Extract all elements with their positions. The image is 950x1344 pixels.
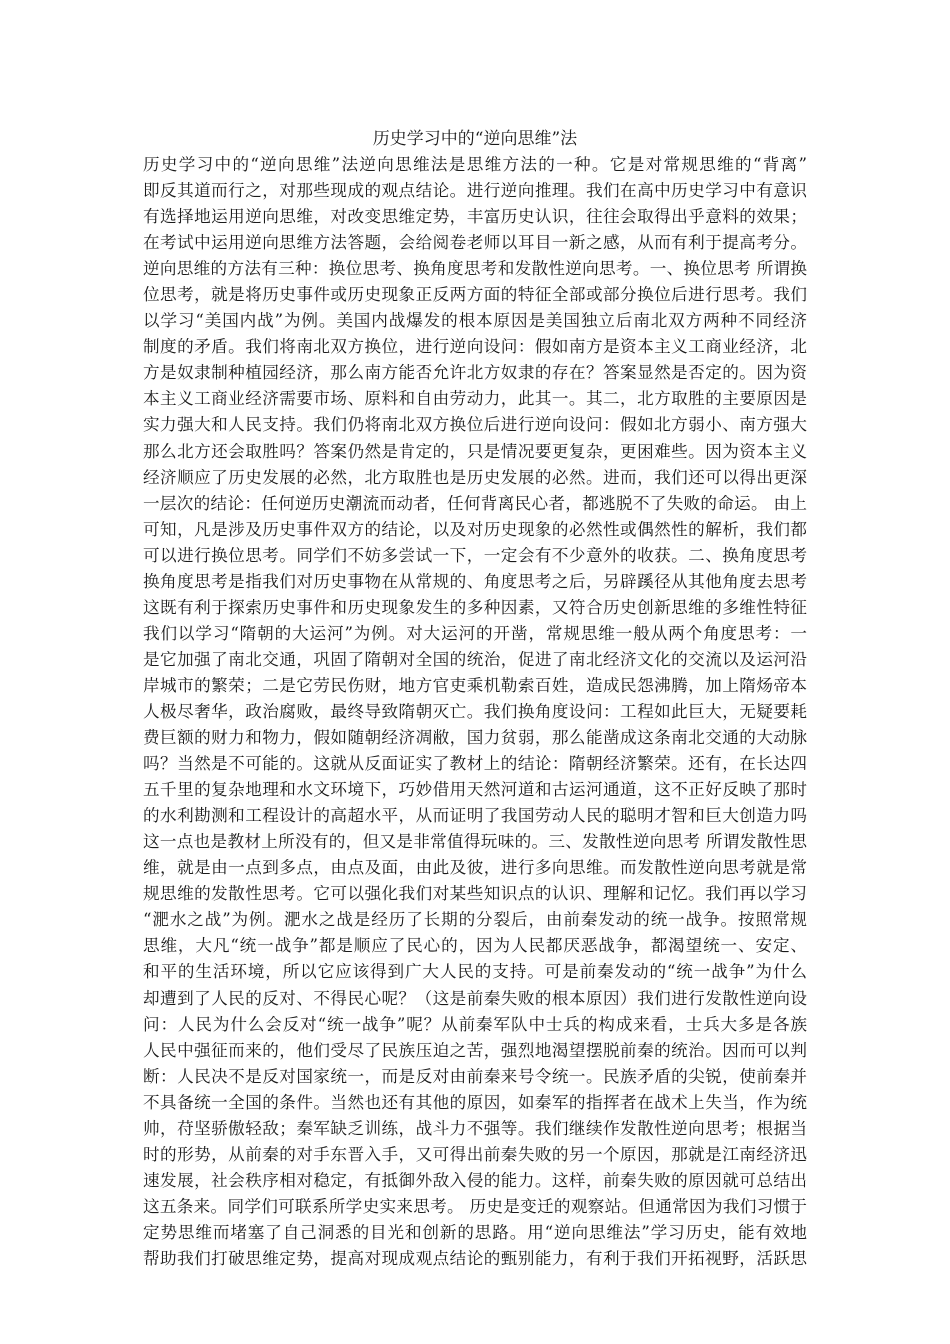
body-text-line: 逆向思维的方法有三种：换位思考、换角度思考和发散性逆向思考。一、换位思考 所谓换 <box>143 259 807 279</box>
body-text-line: 可以进行换位思考。同学们不妨多尝试一下，一定会有不少意外的收获。二、换角度思考 <box>143 545 807 565</box>
body-text-line: 却遭到了人民的反对、不得民心呢？（这是前秦失败的根本原因）我们进行发散性逆向设 <box>143 988 807 1008</box>
body-text-line: 是它加强了南北交通，巩固了隋朝对全国的统治，促进了南北经济文化的交流以及运河沿 <box>143 649 807 669</box>
body-text-line: 以学习“美国内战”为例。美国内战爆发的根本原因是美国独立后南北双方两种不同经济 <box>143 311 807 331</box>
body-text-line: 吗？当然是不可能的。这就从反面证实了教材上的结论：隋朝经济繁荣。还有，在长达四 <box>143 754 807 774</box>
body-text-line: 思维，大凡“统一战争”都是顺应了民心的，因为人民都厌恶战争，都渴望统一、安定、 <box>143 936 807 956</box>
body-text-line: 制度的矛盾。我们将南北双方换位，进行逆向设问：假如南方是资本主义工商业经济，北 <box>143 337 807 357</box>
body-text-line: 和平的生活环境，所以它应该得到广大人民的支持。可是前秦发动的“统一战争”为什么 <box>143 962 807 982</box>
body-text-line: 五千里的复杂地理和水文环境下，巧妙借用天然河道和古运河通道，这不正好反映了那时 <box>143 780 807 800</box>
body-text-line: 一层次的结论：任何逆历史潮流而动者，任何背离民心者，都逃脱不了失败的命运。 由上 <box>143 493 807 513</box>
body-text-line: 问：人民为什么会反对“统一战争”呢？从前秦军队中士兵的构成来看，士兵大多是各族 <box>143 1014 807 1034</box>
body-text-line: 这一点也是教材上所没有的，但又是非常值得玩味的。三、发散性逆向思考 所谓发散性思 <box>143 832 807 852</box>
body-text-line: 帅，苻坚骄傲轻敌；秦军缺乏训练，战斗力不强等。我们继续作发散性逆向思考；根据当 <box>143 1118 807 1138</box>
document-body <box>143 152 807 1272</box>
body-text-line: “淝水之战”为例。淝水之战是经历了长期的分裂后，由前秦发动的统一战争。按照常规 <box>143 910 807 930</box>
body-text-line: 方是奴隶制种植园经济，那么南方能否允许北方奴隶的存在？答案显然是否定的。因为资 <box>143 363 807 383</box>
body-text-line: 在考试中运用逆向思维方法答题，会给阅卷老师以耳目一新之感，从而有利于提高考分。 <box>143 233 807 253</box>
body-text-line: 费巨额的财力和物力，假如随朝经济凋敝，国力贫弱，那么能凿成这条南北交通的大动脉 <box>143 728 807 748</box>
body-text-line: 可知，凡是涉及历史事件双方的结论，以及对历史现象的必然性或偶然性的解析，我们都 <box>143 519 807 539</box>
body-text-line: 位思考，就是将历史事件或历史现象正反两方面的特征全部或部分换位后进行思考。我们 <box>143 285 807 305</box>
body-text-line: 实力强大和人民支持。我们仍将南北双方换位后进行逆向设问：假如北方弱小、南方强大 <box>143 415 807 435</box>
body-text-line: 人极尽奢华，政治腐败，最终导致隋朝灭亡。我们换角度设问：工程如此巨大，无疑要耗 <box>143 701 807 721</box>
body-text-line: 的水利勘测和工程设计的高超水平，从而证明了我国劳动人民的聪明才智和巨大创造力吗 <box>143 806 807 826</box>
body-text-line: 历史学习中的“逆向思维”法逆向思维法是思维方法的一种。它是对常规思维的“背离” <box>143 155 807 174</box>
body-text-line: 时的形势，从前秦的对手东晋入手，又可得出前秦失败的另一个原因，那就是江南经济迅 <box>143 1144 807 1164</box>
body-text-line: 人民中强征而来的，他们受尽了民族压迫之苦，强烈地渴望摆脱前秦的统治。因而可以判 <box>143 1040 807 1060</box>
body-text-line: 有选择地运用逆向思维，对改变思维定势，丰富历史认识，往往会取得出乎意料的效果； <box>143 207 807 227</box>
body-text-line: 即反其道而行之，对那些现成的观点结论。进行逆向推理。我们在高中历史学习中有意识 <box>143 181 807 201</box>
body-text-line: 岸城市的繁荣；二是它劳民伤财，地方官吏乘机勒索百姓，造成民怨沸腾，加上隋炀帝本 <box>143 675 807 695</box>
body-text-line: 换角度思考是指我们对历史事物在从常规的、角度思考之后，另辟蹊径从其他角度去思考 <box>143 571 807 591</box>
body-text-line: 速发展，社会秩序相对稳定，有抵御外敌入侵的能力。这样，前秦失败的原因就可总结出 <box>143 1170 807 1190</box>
body-text-line: 我们以学习“隋朝的大运河”为例。对大运河的开凿，常规思维一般从两个角度思考：一 <box>143 623 807 643</box>
body-text-line: 规思维的发散性思考。它可以强化我们对某些知识点的认识、理解和记忆。我们再以学习 <box>143 884 807 904</box>
body-text-line: 维，就是由一点到多点，由点及面，由此及彼，进行多向思维。而发散性逆向思考就是常 <box>143 858 807 878</box>
body-text-line: 定势思维而堵塞了自己洞悉的目光和创新的思路。用“逆向思维法”学习历史，能有效地 <box>143 1222 807 1242</box>
body-text-line: 那么北方还会取胜吗？答案仍然是肯定的，只是情况要更复杂，更困难些。因为资本主义 <box>143 441 807 461</box>
body-text-line: 断：人民决不是反对国家统一，而是反对由前秦来号令统一。民族矛盾的尖锐，使前秦并 <box>143 1066 807 1086</box>
body-text-line: 经济顺应了历史发展的必然，北方取胜也是历史发展的必然。进而，我们还可以得出更深 <box>143 467 807 487</box>
body-text-line: 帮助我们打破思维定势，提高对现成观点结论的甄别能力，有利于我们开拓视野，活跃思 <box>143 1248 807 1268</box>
body-text-line: 不具备统一全国的条件。当然也还有其他的原因，如秦军的指挥者在战术上失当，作为统 <box>143 1092 807 1112</box>
body-text-line: 本主义工商业经济需要市场、原料和自由劳动力，此其一。其二，北方取胜的主要原因是 <box>143 389 807 409</box>
body-text-line: 这五条来。同学们可联系所学史实来思考。 历史是变迁的观察站。但通常因为我们习惯于 <box>143 1196 807 1216</box>
document-title: 历史学习中的“逆向思维”法 <box>372 129 578 149</box>
body-text-line: 这既有利于探索历史事件和历史现象发生的多种因素，又符合历史创新思维的多维性特征 <box>143 597 807 617</box>
